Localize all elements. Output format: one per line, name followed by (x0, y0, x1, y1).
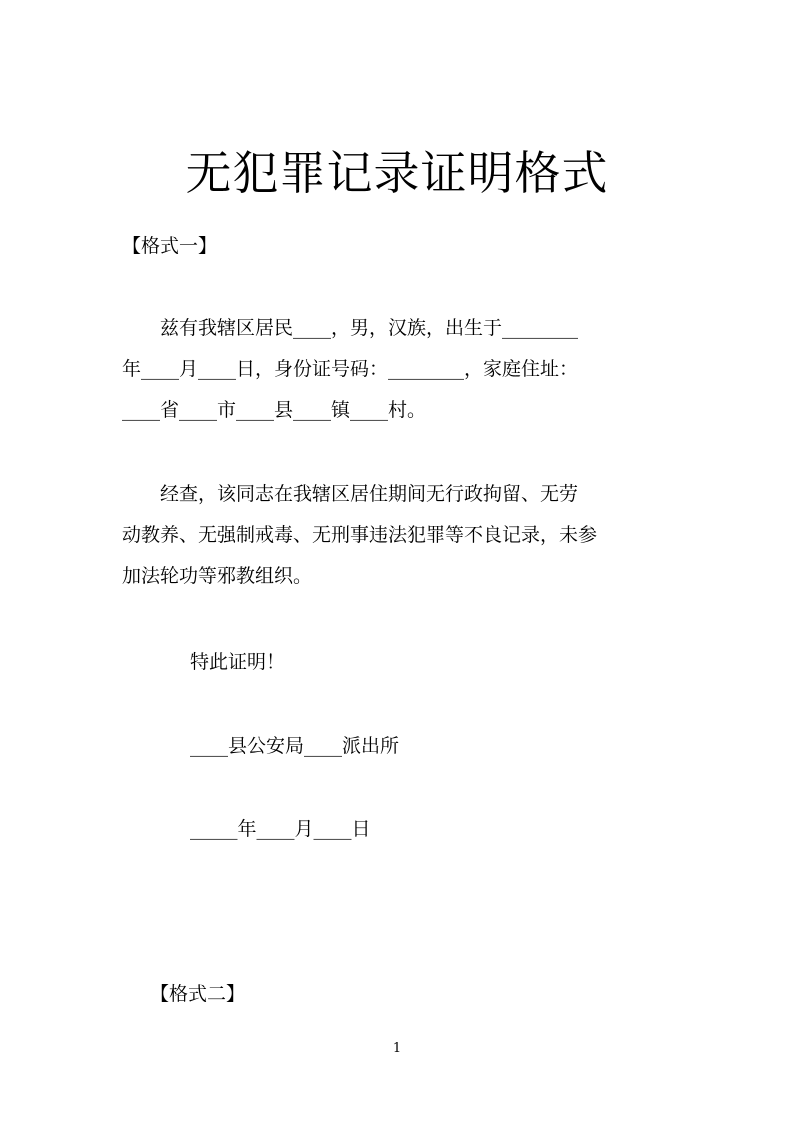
residence-line-3: ____省____市____县____镇____村。 (122, 399, 427, 421)
format-two-heading: 【格式二】 (150, 983, 246, 1005)
document-title: 无犯罪记录证明格式 (185, 146, 609, 200)
record-check-paragraph (122, 474, 672, 597)
format-one-heading: 【格式一】 (122, 235, 218, 257)
closing-statement: 特此证明！ (190, 651, 286, 673)
issue-date: _____年____月____日 (190, 818, 371, 840)
page-number: 1 (392, 1041, 402, 1056)
residence-line-1: 兹有我辖区居民____，男，汉族，出生于________ (122, 317, 579, 339)
record-check-line-3: 加法轮功等邪教组织。 (122, 565, 313, 587)
issuing-authority: ____县公安局____派出所 (190, 735, 400, 757)
residence-paragraph (122, 308, 672, 431)
record-check-line-1: 经查，该同志在我辖区居住期间无行政拘留、无劳 (122, 483, 579, 505)
residence-line-2: 年____月____日，身份证号码：________，家庭住址： (122, 358, 579, 380)
record-check-line-2: 动教养、无强制戒毒、无刑事违法犯罪等不良记录，未参 (122, 524, 598, 546)
